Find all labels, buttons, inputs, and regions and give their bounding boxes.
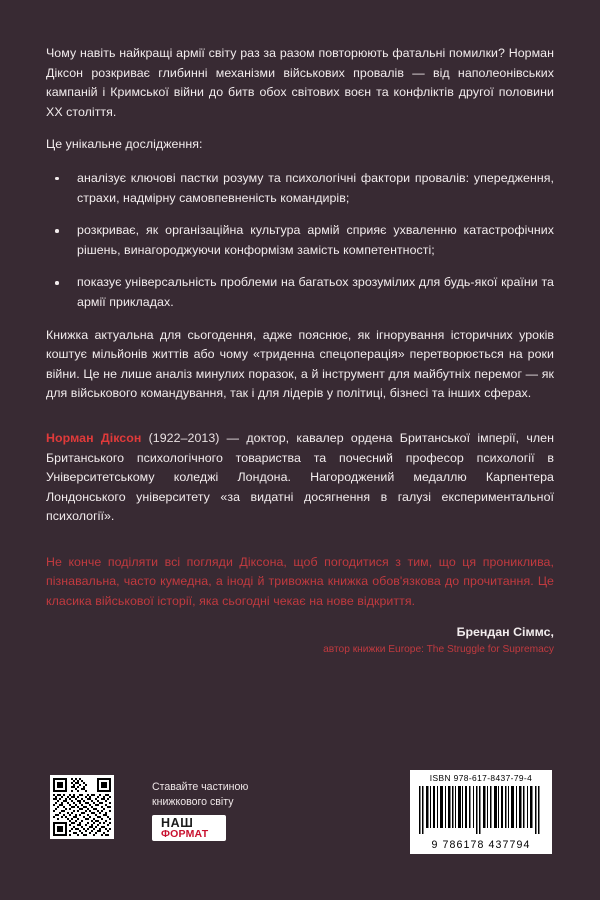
publisher-logo xyxy=(152,815,226,841)
barcode-graphic xyxy=(415,786,547,834)
list-item xyxy=(46,221,554,260)
barcode-block xyxy=(410,770,552,854)
list-item-text: аналізує ключові пастки розуму та психологічні фактори провалів: упередження, страхи, надмірну самовпевненість командирів; xyxy=(77,170,554,205)
author-years: (1922–2013) xyxy=(148,430,220,445)
intro-paragraph: Чому навіть найкращі армії світу раз за разом повторюють фатальні помилки? Норман Діксон розкриває глибинні механізми військових провалів — від наполеонівських кампаній і Кримської війни до битв обох світових воєн та конфліктів другої половини XX століття. xyxy=(46,46,554,119)
review-quote-block xyxy=(46,553,554,657)
list-item xyxy=(46,273,554,312)
reviewer-role: автор книжки Europe: The Struggle for Supremacy xyxy=(323,643,554,655)
review-quote-text: Не конче поділяти всі погляди Діксона, щоб погодитися з тим, що ця прониклива, пізнавальна, часто кумедна, а іноді й тривожна книжка обов'язкова до прочитання. Це класика військової історії, яка сьогодні чекає на нове відкриття. xyxy=(46,554,554,609)
review-attribution xyxy=(46,624,554,657)
qr-code-graphic xyxy=(53,778,111,836)
cover-footer xyxy=(0,770,600,860)
author-bio-text: — доктор, кавалер ордена Британської імперії, член Британського психологічного товариства та почесний професор психології в Університетському коледжі Лондона. Нагороджений медаллю Карпентера Лондонського університету «за видатні досягнення в галузі експериментальної психології». xyxy=(46,430,554,524)
barcode-number: 9 786178 437794 xyxy=(431,839,531,851)
author-name: Норман Діксон xyxy=(46,430,142,445)
bullet-dot-icon xyxy=(55,281,59,285)
qr-code-icon[interactable] xyxy=(50,775,114,839)
list-item xyxy=(46,169,554,208)
bullet-dot-icon xyxy=(55,229,59,233)
feature-bullet-list xyxy=(46,169,554,313)
author-bio xyxy=(46,429,554,527)
cover-text-block xyxy=(46,44,554,657)
tagline-line-2: книжкового світу xyxy=(152,795,234,808)
closing-paragraph: Книжка актуальна для сьогодення, адже пояснює, як ігнорування історичних уроків коштує мільйонів життів або чому «триденна спецоперація» перетворюється на роки війни. Це не лише аналіз минулих поразок, а й інструмент для майбутніх перемог — як для військового командування, так і для лідерів у політиці, бізнесі та інших сферах. xyxy=(46,327,554,401)
isbn-text: ISBN 978-617-8437-79-4 xyxy=(429,773,533,783)
publisher-logo-bottom: ФОРМАТ xyxy=(161,828,209,840)
lead-paragraph: Це унікальне дослідження: xyxy=(46,137,203,152)
tagline-line-1: Ставайте частиною xyxy=(152,781,249,793)
bullet-dot-icon xyxy=(55,177,59,181)
publisher-tagline xyxy=(152,780,282,809)
list-item-text: показує універсальність проблеми на багатьох зрозумілих для будь-якої країни та армії прикладах. xyxy=(77,275,554,309)
list-item-text: розкриває, як організаційна культура армій сприяє ухваленню катастрофічних рішень, винагороджуючи конформізм замість компетентності; xyxy=(77,223,554,257)
reviewer-name: Брендан Сіммс, xyxy=(456,624,554,639)
publisher-logo-top: НАШ xyxy=(161,816,194,830)
